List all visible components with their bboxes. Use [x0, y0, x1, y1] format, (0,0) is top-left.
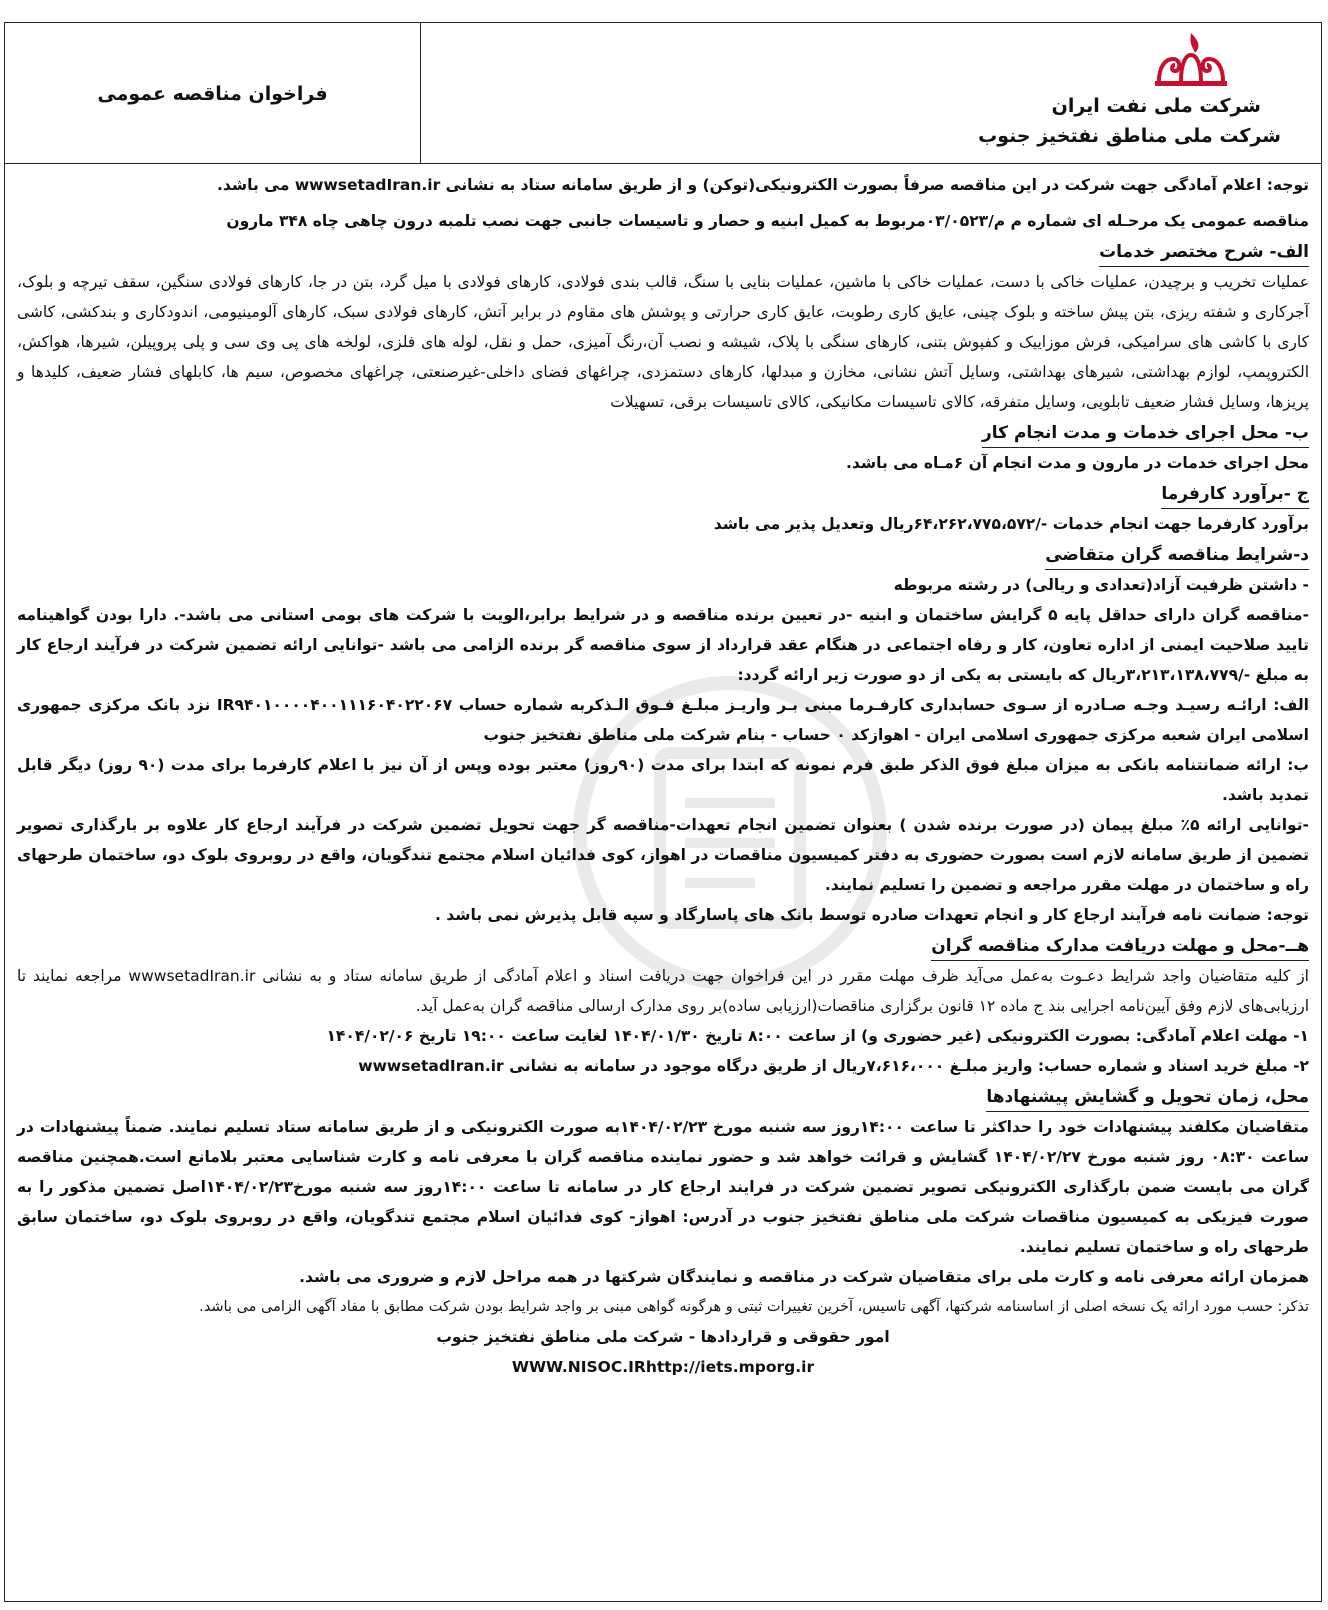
- intro-note: توجه: اعلام آمادگی جهت شرکت در این مناقصه صرفاً بصورت الکترونیکی(توکن) و از طریق سامانه ستاد به نشانی wwwsetadIran.ir می باشد.: [217, 176, 1309, 194]
- section-h-text: از کلیه متقاضیان واجد شرایط دعـوت به‌عمل می‌آید ظرف مهلت مقرر در این فراخوان جهت دریافت اسناد و اعلام آمادگی از طریق سامانه ستاد و به نشانی wwwsetadIran.ir مراجعه نمایند تا ارزیابی‌های لازم وفق آیین‌نامه اجرایی بند ج ماده ۱۲ قانون برگزاری مناقصات(ارزیابی ساده)بر روی مدارک ارسالی مناقصه گران به‌عمل آید.: [17, 967, 1309, 1015]
- signature: امور حقوقی و قراردادها - شرکت ملی مناطق نفتخیز جنوب: [436, 1328, 890, 1346]
- delivery-heading: محل، زمان تحویل و گشایش پیشنهادها: [986, 1083, 1309, 1112]
- section-h-heading: هــ-محل و مهلت دریافت مدارک مناقصه گران: [931, 932, 1309, 961]
- subsidiary-name: شرکت ملی مناطق نفتخیز جنوب: [978, 125, 1281, 147]
- section-d-heading: د-شرایط مناقصه گران متقاضی: [1045, 541, 1309, 570]
- section-c-text: برآورد کارفرما جهت انجام خدمات -/۶۴،۲۶۲،۷۷۵،۵۷۲ریال وتعدیل پذیر می باشد: [713, 515, 1309, 533]
- section-d-option-b: ب: ارائه ضمانتنامه بانکی به میزان مبلغ فوق الذکر طبق فرم نمونه که ابتدا برای مدت (۹۰روز) معتبر بوده وپس از آن نیز با اعلام کارفرما برای مدت (۹۰ روز) دیگر قابل تمدید باشد.: [17, 756, 1309, 804]
- footer-note-2: تذکر: حسب مورد ارائه یک نسخه اصلی از اساسنامه شرکتها، آگهی تاسیس، آخرین تغییرات ثبتی و هرگونه گواهی مبنی بر واجد شرایط بودن شرکت مطابق با مفاد آگهی الزامی می باشد.: [199, 1299, 1309, 1315]
- section-a-heading: الف- شرح مختصر خدمات: [1099, 238, 1309, 267]
- delivery-text: متقاضیان مکلفند پیشنهادات خود را حداکثر تا ساعت ۱۴:۰۰روز سه شنبه مورخ ۱۴۰۴/۰۲/۲۳به صورت الکترونیکی و از طریق سامانه ستاد تسلیم نمایند. ضمناً پیشنهادات در ساعت ۰۸:۳۰ روز شنبه مورخ ۱۴۰۴/۰۲/۲۷ گشایش و قرائت خواهد شد و حضور نماینده مناقصه گران با معرفی نامه و کارت شناسایی معتبر بلامانع است.همچنین مناقصه گران می بایست ضمن بارگذاری الکترونیکی تصویر تضمین شرکت در فرایند ارجاع کار در سامانه تا ساعت ۱۴:۰۰روز سه شنبه مورخ۱۴۰۴/۰۲/۲۳اصل تضمین مذکور را به صورت فیزیکی به کمیسیون مناقصات شرکت ملی مناطق نفتخیز جنوب در آدرس: اهواز- کوی فدائیان اسلام مجتمع تندگویان، واقع در روبروی بلوک دو، ساختمان سابق طرحهای راه و ساختمان تسلیم نمایند.: [17, 1118, 1310, 1256]
- section-b-heading: ب- محل اجرای خدمات و مدت انجام کار: [982, 419, 1309, 448]
- nioc-flame-logo-icon: [1151, 31, 1231, 89]
- section-d-line1: - داشتن ظرفیت آزاد(تعدادی و ریالی) در رشته مربوطه: [893, 576, 1309, 594]
- section-h-item2: ۲- مبلغ خرید اسناد و شماره حساب: واریز مبلـغ ۷،۶۱۶،۰۰۰ریال از طریق درگاه موجود در سامانه به نشانی wwwsetadIran.ir: [358, 1057, 1309, 1075]
- section-c-heading: ج -برآورد کارفرما: [1161, 480, 1309, 509]
- section-h-item1: ۱- مهلت اعلام آمادگی: بصورت الکترونیکی (غیر حضوری و) از ساعت ۸:۰۰ تاریخ ۱۴۰۴/۰۱/۳۰ لغایت ساعت ۱۹:۰۰ تاریخ ۱۴۰۴/۰۲/۰۶: [326, 1027, 1309, 1045]
- footer-note-1: همزمان ارائه معرفی نامه و کارت ملی برای متقاضیان شرکت در مناقصه و نمایندگان شرکتها در همه مراحل لازم و ضروری می باشد.: [299, 1268, 1309, 1286]
- section-b-text: محل اجرای خدمات در مارون و مدت انجام آن ۶مـاه می باشد.: [846, 454, 1309, 472]
- header: [5, 23, 1321, 164]
- section-d-para1: -مناقصه گران دارای حداقل پایه ۵ گرایش ساختمان و ابنیه -در تعیین برنده مناقصه و در شرایط برابر،الویت با شرکت های بومی استانی می باشد-. دارا بودن گواهینامه تایید صلاحیت ایمنی از اداره تعاون، کار و رفاه اجتماعی در هنگام عقد قرارداد از سوی مناقصه گر برنده الزامی می باشد -توانایی ارائه تضمین شرکت در فرآیند ارجاع کار به مبلغ -/۳،۲۱۳،۱۳۸،۷۷۹ریال که بایستی به یکی از دو صورت زیر ارائه گردد:: [17, 606, 1310, 684]
- note-2: توجه: ضمانت نامه فرآیند ارجاع کار و انجام تعهدات صادره توسط بانک های پاسارگاد و سپه قابل پذیرش نمی باشد .: [434, 906, 1309, 924]
- section-a-text: عملیات تخریب و برچیدن، عملیات خاکی با دست، عملیات خاکی با ماشین، عملیات بنایی با سنگ، قالب بندی فولادی، کارهای فولادی با میل گرد، بتن در جا، کارهای فولادی سنگین، سقف تیرچه و بلوک، آجرکاری و شفته ریزی، بتن پیش ساخته و بلوک چینی، عایق کاری رطوبت، عایق کاری حرارتی و پوشش های مقاوم در برابر آتش، کارهای فولادی سبک، کارهای آلومینیومی، اندودکاری و بندکشی، کاشی کاری با کاشی های سرامیکی، فرش موزاییک و کفپوش بتنی، کارهای سنگی با پلاک، شیشه و نصب آن،رنگ آمیزی، حمل و نقل، لوله های فلزی، لولخه های پی وی سی و پلی پروپیلن، شیرها، هواکش، الکتروپمپ، لوازم بهداشتی، شیرهای بهداشتی، وسایل آتش نشانی، مخازن و مبدلها، کارهای دستمزدی، چراغهای فضای داخلی-غیرصنعتی، چراغهای مخصوص، سیم ها، کابلهای فشار ضعیف، کلیدها و پریزها، وسایل فشار ضعیف تابلویی، وسایل متفرقه، کالای تاسیسات مکانیکی، کالای تاسیسات برقی، تسهیلات: [17, 273, 1309, 411]
- tender-announcement-page: [4, 22, 1322, 1602]
- header-divider: [420, 23, 421, 163]
- content: [5, 164, 1321, 1382]
- tender-line: مناقصه عمومی یک مرحـله ای شماره م م/۰۳/۰۵۲۳مربوط به کمیل ابنیه و حصار و تاسیسات جانبی جهت نصب تلمبه درون چاهی چاه ۳۴۸ مارون: [226, 212, 1309, 230]
- section-d-option-a: الف: ارائـه رسیـد وجـه صـادره از سـوی حسابداری کارفـرما مبنی بـر واریـز مبلـغ فـوق الـذکربه شماره حساب IR۹۴۰۱۰۰۰۰۴۰۰۱۱۱۶۰۴۰۲۲۰۶۷ نزد بانک مرکزی جمهوری اسلامی ایران شعبه مرکزی جمهوری اسلامی ایران - اهوازکد ۰ حساب - بنام شرکت ملی مناطق نفتخیز جنوب: [17, 696, 1309, 744]
- websites: WWW.NISOC.IRhttp://iets.mporg.ir: [511, 1358, 815, 1376]
- company-name: شرکت ملی نفت ایران: [1051, 95, 1261, 117]
- section-d-para2: -توانایی ارائه ۵٪ مبلغ پیمان (در صورت برنده شدن ) بعنوان تضمین انجام تعهدات-مناقصه گر جهت تحویل تضمین شرکت در فرآیند ارجاع کار علاوه بر بارگذاری تصویر تضمین از طریق سامانه لازم است بصورت حضوری به دفتر کمیسیون مناقصات در اهواز، کوی فدائیان اسلام مجتمع تندگویان، واقع در روبروی بلوک دو، ساختمان طرحهای راه و ساختمان در مهلت مقرر مراجعه و تضمین را تسلیم نمایند.: [17, 816, 1309, 894]
- page-title: فراخوان مناقصه عمومی: [97, 83, 328, 105]
